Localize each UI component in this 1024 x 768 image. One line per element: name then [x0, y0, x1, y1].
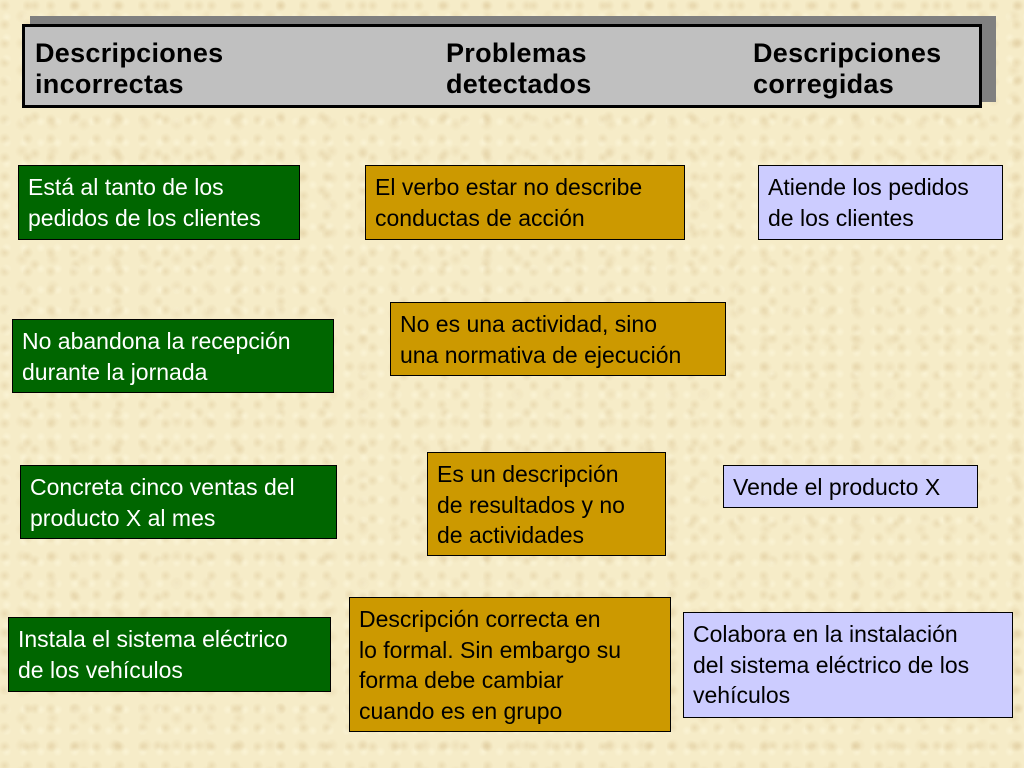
header-bar [22, 24, 982, 108]
problem-box: Descripción correcta en lo formal. Sin embargo su forma debe cambiar cuando es en grupo [349, 597, 671, 732]
problem-box: Es un descripción de resultados y no de actividades [427, 452, 666, 556]
header-detected-problems: Problemas detectados [446, 38, 592, 99]
corrected-description-box: Vende el producto X [723, 465, 978, 508]
header-corrected-descriptions: Descripciones corregidas [753, 38, 942, 99]
problem-box: No es una actividad, sino una normativa de ejecución [390, 302, 726, 376]
corrected-description-box: Colabora en la instalación del sistema eléctrico de los vehículos [683, 612, 1013, 718]
incorrect-description-box: Instala el sistema eléctrico de los vehículos [8, 617, 331, 692]
incorrect-description-box: No abandona la recepción durante la jornada [12, 319, 334, 393]
header-incorrect-descriptions: Descripciones incorrectas [35, 38, 224, 99]
problem-box: El verbo estar no describe conductas de acción [365, 165, 685, 240]
incorrect-description-box: Concreta cinco ventas del producto X al mes [20, 465, 337, 539]
incorrect-description-box: Está al tanto de los pedidos de los clientes [18, 165, 300, 240]
corrected-description-box: Atiende los pedidos de los clientes [758, 165, 1003, 240]
